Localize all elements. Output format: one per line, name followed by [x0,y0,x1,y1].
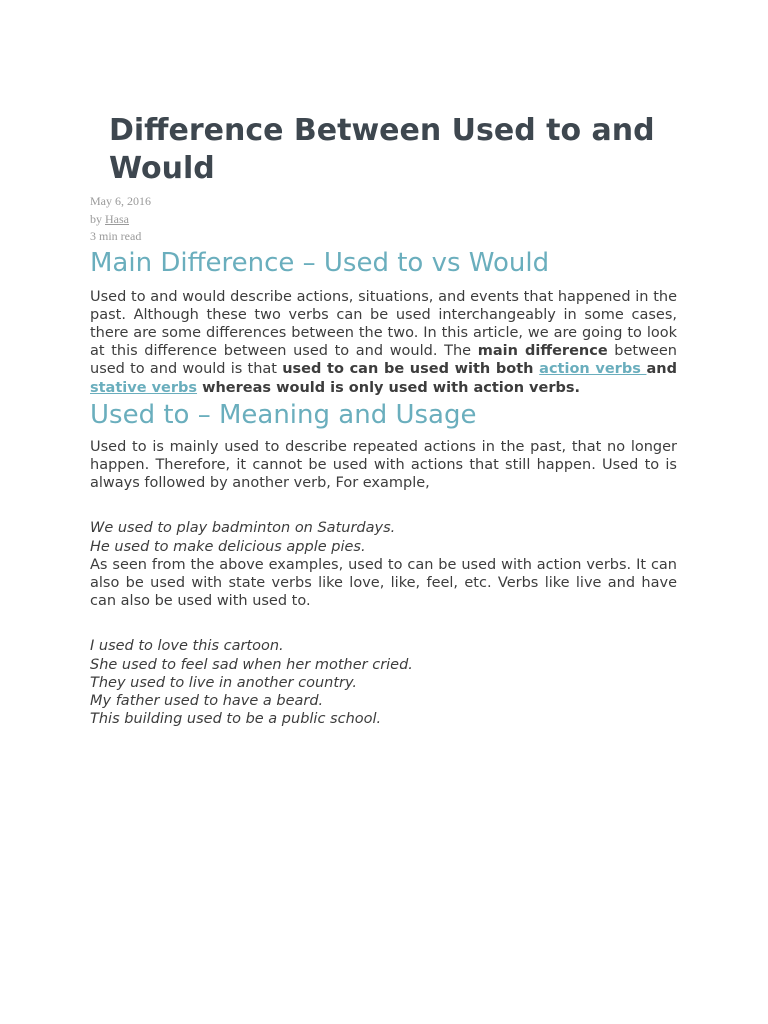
examples-action-verbs [90,519,677,555]
example-sentence: This building used to be a public school. [90,711,382,728]
action-verbs-link[interactable]: action verbs [539,361,647,378]
state-verbs-paragraph: As seen from the above examples, used to can be used with action verbs. It can also be used with state verbs like love, like, feel, etc. Verbs like live and have can also be used with used to. [90,556,677,610]
example-sentence: I used to love this cartoon. [90,638,284,655]
section-heading-main-difference: Main Difference – Used to vs Would [90,247,550,278]
used-to-can-bold: used to can be used with both [282,361,540,378]
read-time: 3 min read [90,229,142,243]
stative-verbs-link[interactable]: stative verbs [90,379,198,396]
examples-state-verbs [90,637,677,728]
example-sentence: She used to feel sad when her mother cried. [90,656,413,673]
intro-text-mid: between used to and would is that [90,343,677,378]
article [90,0,677,728]
and-bold: and [646,361,677,378]
example-sentence: My father used to have a beard. [90,692,324,709]
intro-text-start: Used to and would describe actions, situations, and events that happened in the past. Although these two verbs can be used interchangeably in some cases, there are some differences between the two. In this article, we are going to look at this difference between used to and would. The [90,288,677,360]
section-heading-meaning-usage: Used to – Meaning and Usage [90,399,477,430]
author-link[interactable]: Hasa [105,211,129,226]
example-sentence: They used to live in another country. [90,674,358,691]
article-date: May 6, 2016 [90,194,151,208]
whereas-bold: whereas would is only used with action verbs. [197,379,581,396]
usage-paragraph: Used to is mainly used to describe repeated actions in the past, that no longer happen. Therefore, it cannot be used with actions that still happen. Used to is always followed by another verb, For example, [90,438,677,492]
main-difference-bold: main difference [477,343,608,360]
byline-label: by [90,211,105,226]
example-sentence: He used to make delicious apple pies. [90,538,366,555]
article-byline [90,211,677,229]
article-title: Difference Between Used to and Would [109,113,655,186]
example-sentence: We used to play badminton on Saturdays. [90,520,396,537]
intro-paragraph [90,288,677,397]
